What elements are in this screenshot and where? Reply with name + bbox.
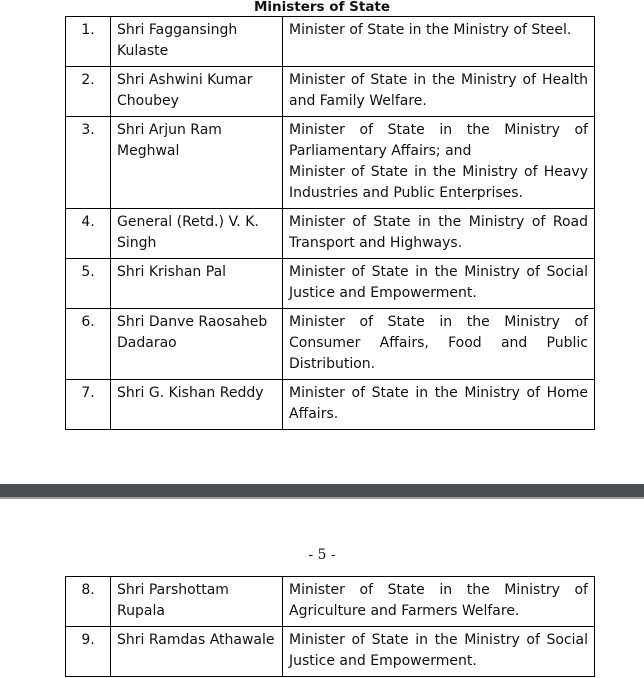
table-row [66,117,595,209]
minister-name: Shri Arjun Ram Meghwal [111,117,283,209]
minister-name: Shri Ashwini Kumar Choubey [111,67,283,117]
table-row [66,380,595,430]
portfolio-cell [283,67,595,117]
table-row [66,309,595,380]
portfolio-text: Minister of State in the Ministry of Health and Family Welfare. [289,72,588,109]
ministers-table-page-5 [65,576,595,677]
page-number: - 5 - [308,547,336,563]
serial-number: 7. [66,380,111,430]
page-separator [0,484,644,497]
serial-number: 4. [66,209,111,259]
portfolio-text: Minister of State in the Ministry of Consumer Affairs, Food and Public Distribution. [289,314,588,372]
minister-name: Shri Danve Raosaheb Dadarao [111,309,283,380]
table-row [66,577,595,627]
table-row [66,17,595,67]
serial-number: 1. [66,17,111,67]
portfolio-cell [283,380,595,430]
serial-number: 6. [66,309,111,380]
minister-name: Shri G. Kishan Reddy [111,380,283,430]
minister-name: Shri Ramdas Athawale [111,627,283,677]
portfolio-cell [283,209,595,259]
section-heading: Ministers of State [253,0,391,15]
portfolio-text: Minister of State in the Ministry of Road Transport and Highways. [289,214,588,251]
portfolio-text: Minister of State in the Ministry of Steel. [289,22,572,38]
page-separator-shadow [0,497,644,499]
serial-number: 5. [66,259,111,309]
serial-number: 8. [66,577,111,627]
table-row [66,627,595,677]
portfolio-text: Minister of State in the Ministry of Parliamentary Affairs; and [289,122,588,159]
portfolio-text: Minister of State in the Ministry of Agriculture and Farmers Welfare. [289,582,588,619]
portfolio-text: Minister of State in the Ministry of Home Affairs. [289,385,588,422]
ministers-table-page-4 [65,16,595,430]
portfolio-cell [283,117,595,209]
minister-name: Shri Krishan Pal [111,259,283,309]
minister-name: General (Retd.) V. K. Singh [111,209,283,259]
portfolio-cell [283,627,595,677]
table-row [66,259,595,309]
table-row [66,209,595,259]
minister-name: Shri Faggansingh Kulaste [111,17,283,67]
portfolio-cell [283,309,595,380]
serial-number: 2. [66,67,111,117]
portfolio-cell [283,259,595,309]
portfolio-cell [283,17,595,67]
serial-number: 9. [66,627,111,677]
table-row [66,67,595,117]
portfolio-text: Minister of State in the Ministry of Heavy Industries and Public Enterprises. [289,164,588,201]
portfolio-text: Minister of State in the Ministry of Social Justice and Empowerment. [289,264,588,301]
portfolio-text: Minister of State in the Ministry of Social Justice and Empowerment. [289,632,588,669]
portfolio-cell [283,577,595,627]
serial-number: 3. [66,117,111,209]
minister-name: Shri Parshottam Rupala [111,577,283,627]
